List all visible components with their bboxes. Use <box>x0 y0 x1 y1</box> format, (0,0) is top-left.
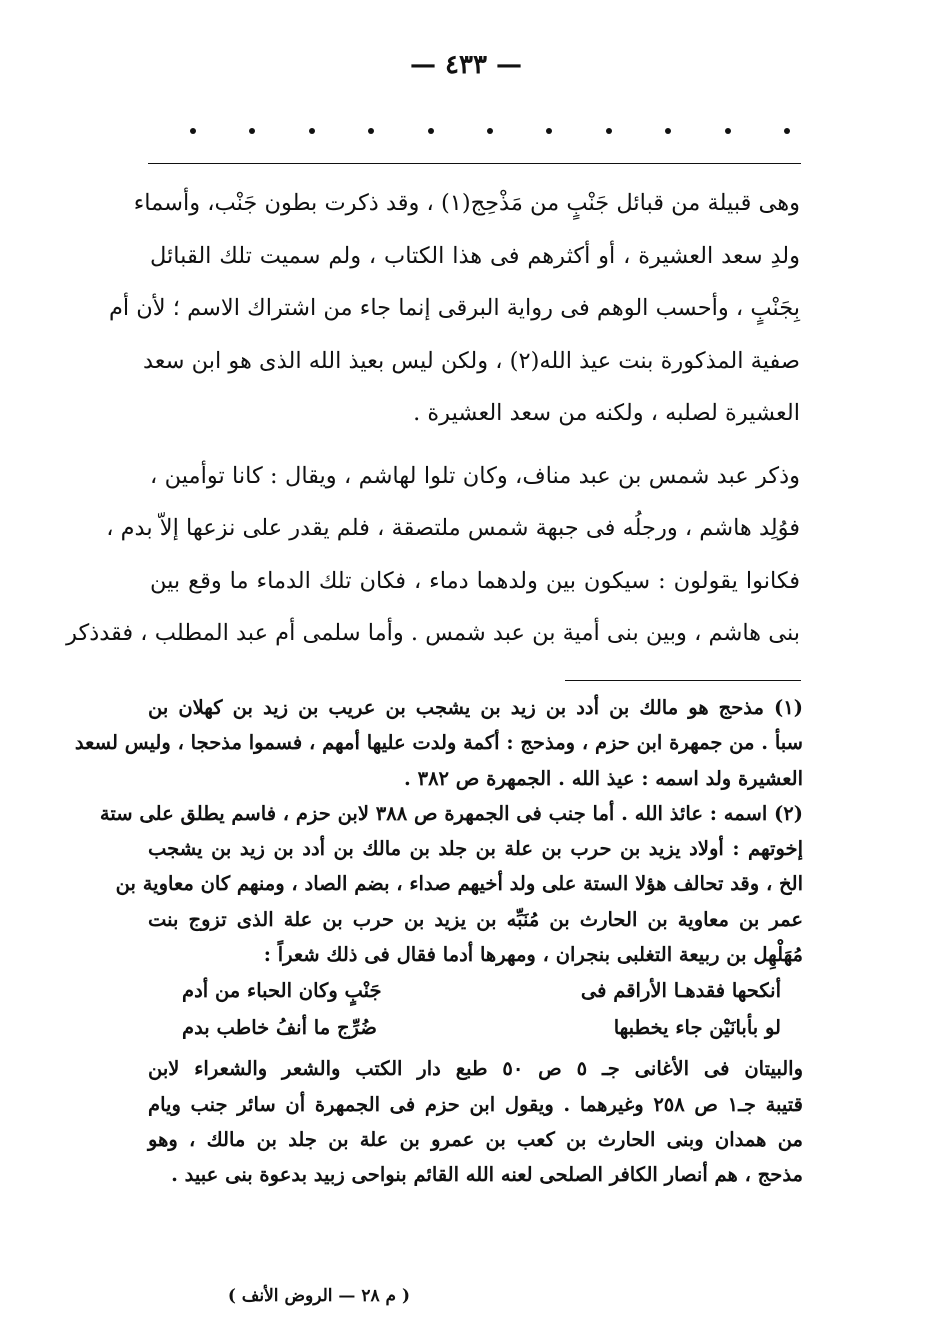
printer-signature: ( م ٢٨ — الروض الأنف ) <box>227 1286 410 1306</box>
text-line: بِجَنْبٍ ، وأحسب الوهم فى رواية البرقى إنما جاء من اشتراك الاسم ؛ لأن أم <box>108 295 800 321</box>
header-rule <box>148 163 801 164</box>
poem-hemistich-left: جَنْبٍ وكان الحباء من أدم <box>182 979 382 1003</box>
text-line: ولدِ سعد العشيرة ، أو أكثرهم فى هذا الكتاب ، ولم سميت تلك القبائل <box>150 242 800 269</box>
main-text <box>66 177 800 660</box>
ornament-dot <box>665 128 671 134</box>
poem-hemistich-right: أنكحها فقدهـا الأراقم فى <box>580 979 781 1003</box>
ornament-dot <box>546 128 552 134</box>
ornament-dot <box>487 128 493 134</box>
footnote-line: عمر بن معاوية بن الحارث بن مُنَبِّه بن يزيد بن حرب بن علة الذى تزوج بنت <box>148 907 803 931</box>
poem-hemistich-left: ضُرِّج ما أنفُ خاطب بدم <box>182 1016 377 1040</box>
footnote-line: والبيتان فى الأغانى جـ ٥ ص ٥٠ طبع دار الكتب والشعر والشعراء لابن <box>148 1057 804 1081</box>
text-line: العشيرة لصلبه ، ولكنه من سعد العشيرة . <box>413 400 800 426</box>
footnote-line: مذحج ، هم أنصار الكافر الصلحى لعنه الله القائم بنواحى زبيد بدعوة بنى عبيد . <box>171 1163 803 1187</box>
poem-verse <box>148 1009 803 1046</box>
footnote-line: العشيرة ولد اسمه : عيذ الله . الجمهرة ص ٣٨٢ . <box>404 766 803 790</box>
footnote-line: (١) مذحج هو مالك بن أدد بن زيد بن يشجب بن عريب بن زيد بن كهلان بن <box>148 696 803 719</box>
text-line: صفية المذكورة بنت عيذ الله(٢) ، ولكن ليس بعيذ الله الذى هو ابن سعد <box>142 347 800 374</box>
page-number: — ٤٣٣ — <box>409 50 523 80</box>
footnote-rule <box>565 680 801 681</box>
poem-verse <box>148 972 803 1009</box>
poem <box>148 972 803 1046</box>
ornament-dot <box>249 128 255 134</box>
ornament-dot <box>725 128 731 134</box>
paragraph-2 <box>66 450 800 660</box>
text-line: فوُلِد هاشم ، ورجلُه فى جبهة شمس ملتصقة ، فلم يقدر على نزعها إلاّ بدم ، <box>106 515 800 541</box>
ornament-dot <box>428 128 434 134</box>
footnote-line: مُهَلْهِل بن ربيعة التغلبى بنجران ، ومهرها أدما فقال فى ذلك شعراً : <box>263 943 803 967</box>
footnote-2 <box>99 796 804 1193</box>
ornament-divider <box>190 128 790 134</box>
ornament-dot <box>190 128 196 134</box>
footnote-line: الخ ، وقد تحالف هؤلا الستة على ولد أخيهم صداء ، بضم الصاد ، ومنهم كان معاوية بن <box>115 872 803 896</box>
text-line: وهى قبيلة من قبائل جَنْبٍ من مَذْحِج(١) ، وقد ذكرت بطون جَنْب، وأسماء <box>133 190 800 216</box>
ornament-dot <box>368 128 374 134</box>
ornament-dot <box>784 128 790 134</box>
footnote-line: (٢) اسمه : عائذ الله . أما جنب فى الجمهرة ص ٣٨٨ لابن حزم ، فاسم يطلق على ستة <box>99 801 803 825</box>
footnote-line: سبأ . من جمهرة ابن حزم ، ومذحج : أكمة ولدت عليها أمهم ، فسموا مذحجا ، وليس لسعد <box>74 731 803 755</box>
footnotes <box>74 690 804 1193</box>
text-line: فكانوا يقولون : سيكون بين ولدهما دماء ، فكان تلك الدماء ما وقع بين <box>150 567 800 594</box>
paragraph-1 <box>108 177 800 440</box>
text-line: بنى هاشم ، وبين بنى أمية بن عبد شمس . وأما سلمى أم عبد المطلب ، فقدذكر <box>66 620 800 646</box>
footnote-1 <box>74 690 803 796</box>
footnote-line: إخوتهم : أولاد يزيد بن حرب بن علة بن جلد بن مالك بن أدد بن زيد بن يشجب <box>148 837 803 861</box>
footnote-line: من همدان وبنى الحارث بن كعب بن عمرو بن علة بن جلد بن مالك ، وهو <box>148 1127 803 1151</box>
poem-hemistich-right: لو بأبانَيْن جاء يخطبها <box>613 1016 781 1040</box>
ornament-dot <box>606 128 612 134</box>
ornament-dot <box>309 128 315 134</box>
footnote-line: قتيبة جـ١ ص ٢٥٨ وغيرهما . ويقول ابن حزم فى الجمهرة أن سائر جنب ويام <box>148 1092 804 1116</box>
text-line: وذكر عبد شمس بن عبد مناف، وكان تلوا لهاشم ، ويقال : كانا توأمين ، <box>150 462 800 489</box>
